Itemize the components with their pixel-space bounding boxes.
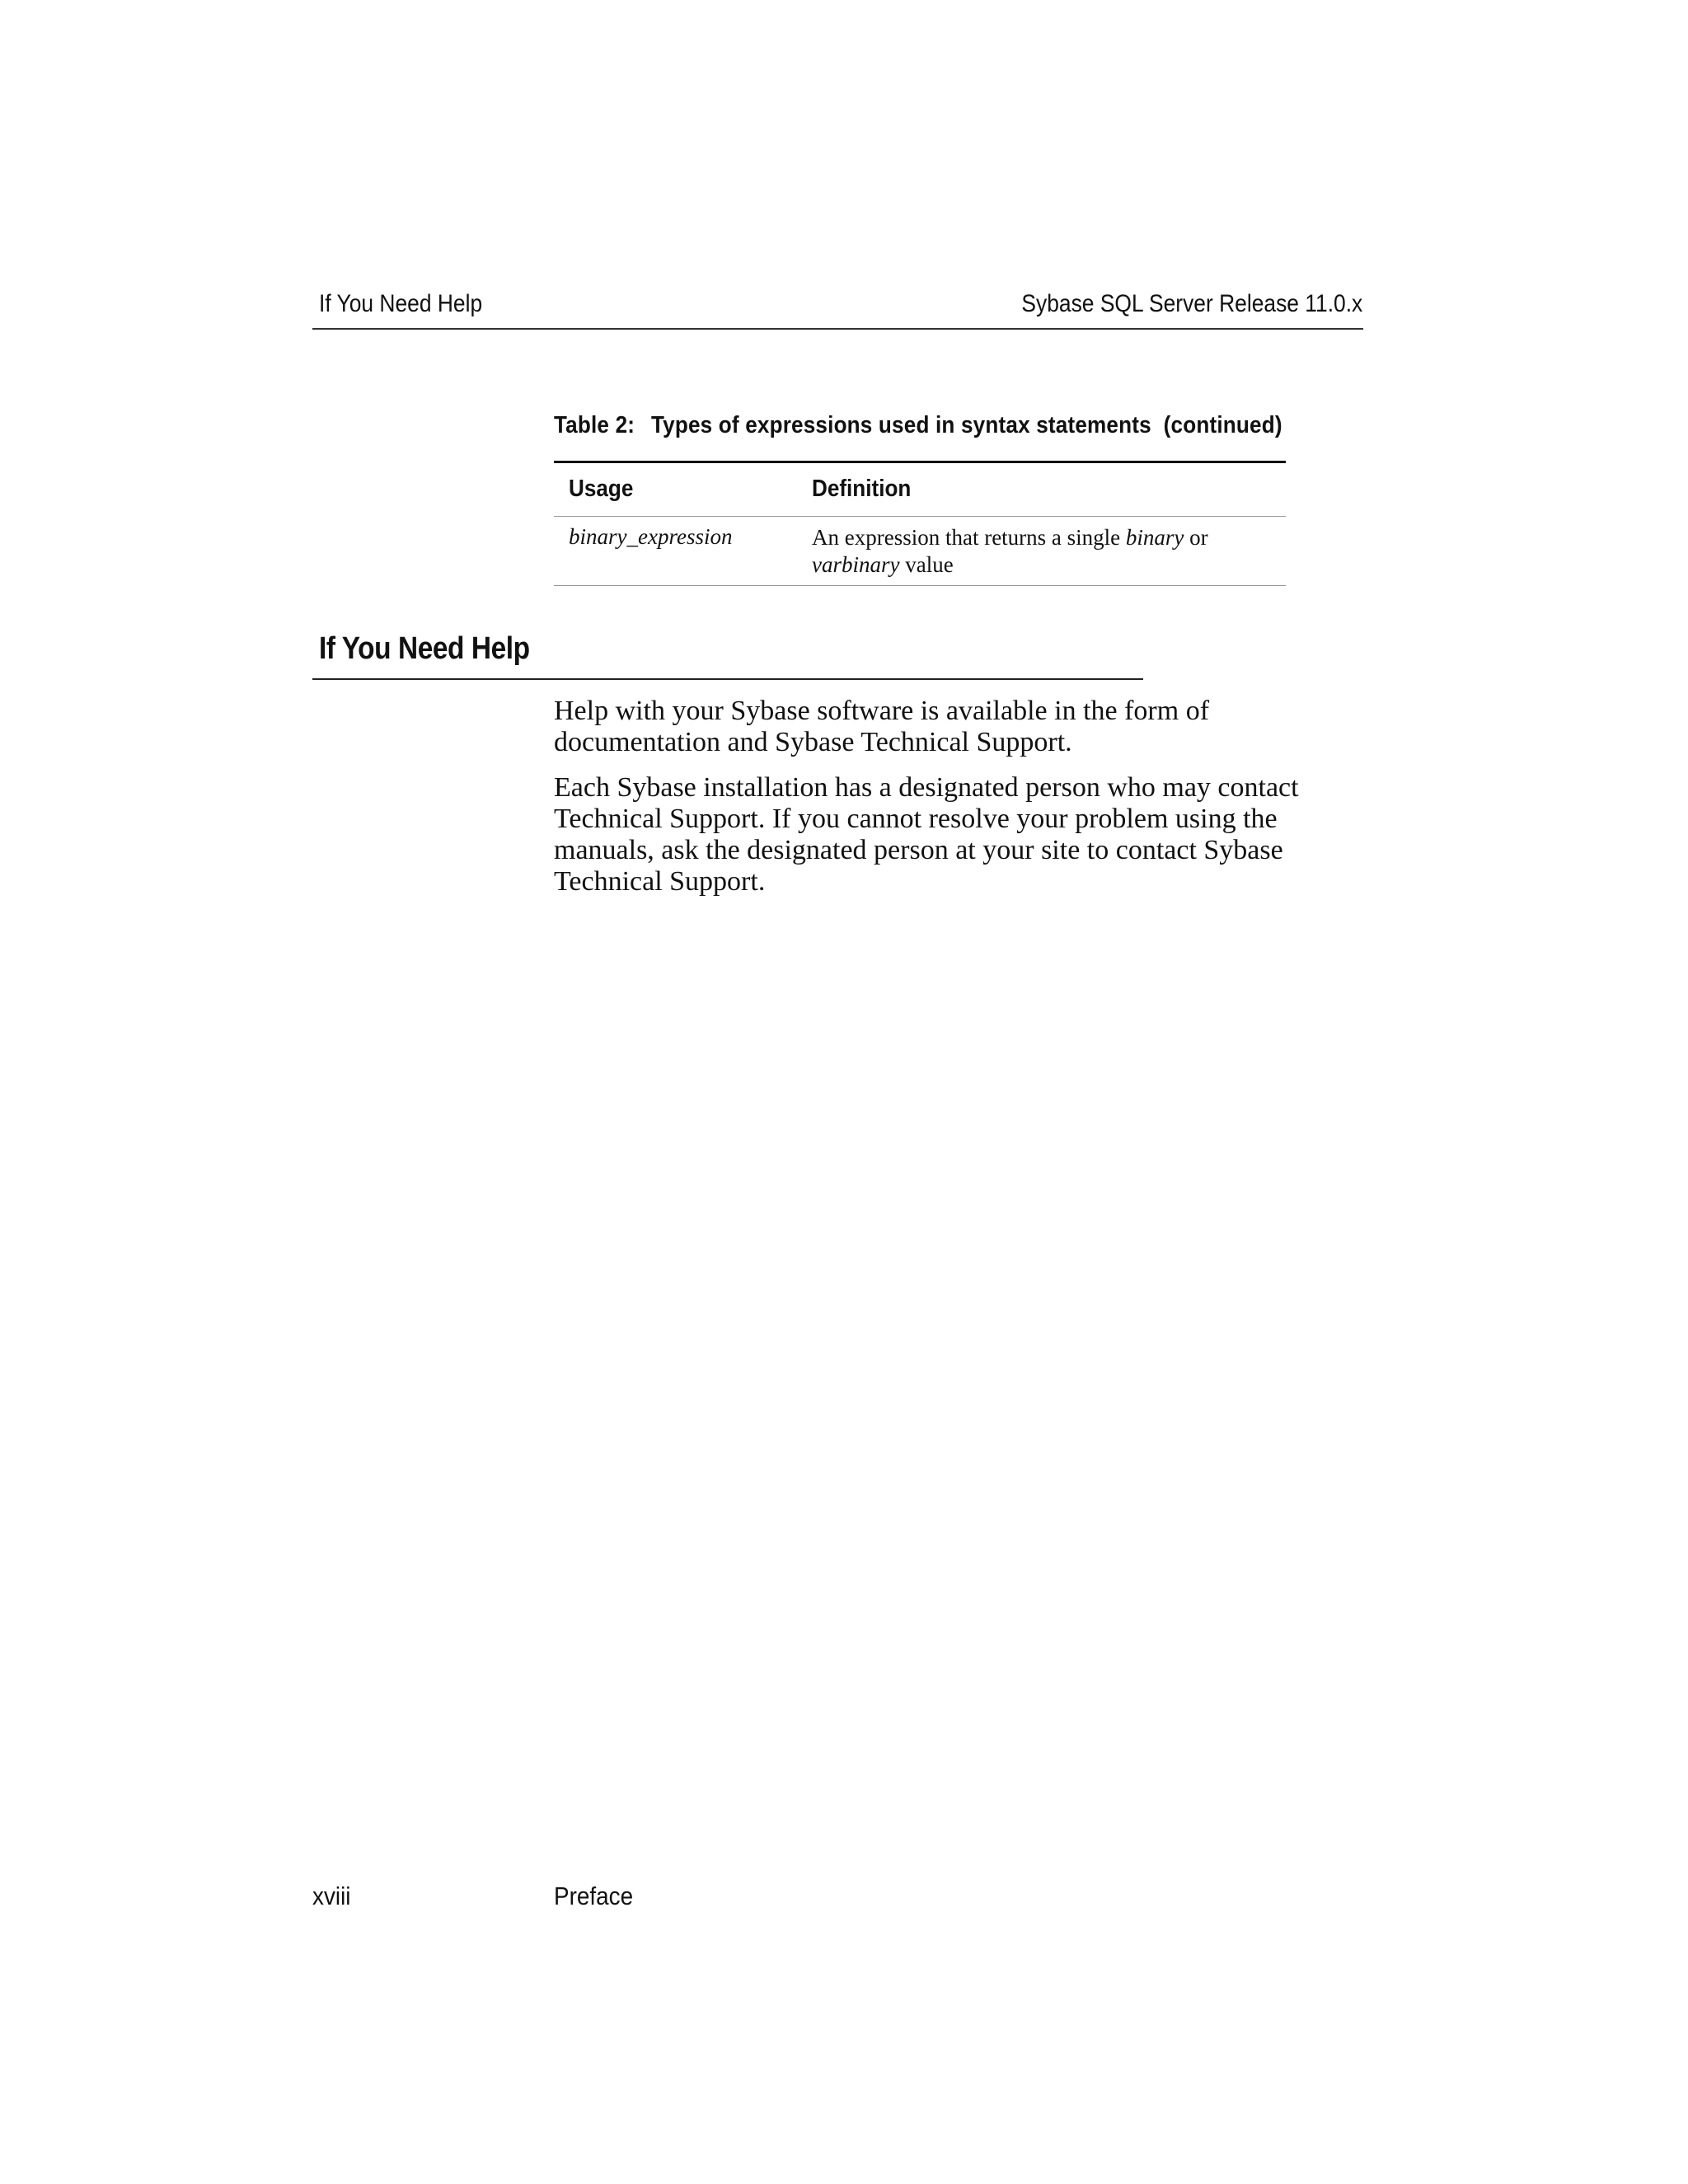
table-header-rule xyxy=(554,516,1286,517)
table-cell-usage: binary_expression xyxy=(569,524,733,549)
table-header-usage: Usage xyxy=(569,476,634,502)
footer-page-number: xviii xyxy=(312,1882,351,1910)
table-caption-label: Table 2: xyxy=(554,412,635,438)
definition-term-binary: binary xyxy=(1125,525,1184,550)
footer-chapter: Preface xyxy=(554,1882,634,1910)
table-caption xyxy=(554,412,1282,439)
table-bottom-rule xyxy=(554,585,1286,586)
definition-term-varbinary: varbinary xyxy=(812,552,900,577)
header-rule xyxy=(312,328,1363,330)
running-header-left: If You Need Help xyxy=(319,290,483,317)
running-header-right: Sybase SQL Server Release 11.0.x xyxy=(1021,290,1362,317)
definition-text: value xyxy=(899,552,954,577)
table-cell-definition xyxy=(812,524,1273,579)
section-rule xyxy=(312,678,1143,680)
definition-text: or xyxy=(1184,525,1214,550)
definition-text: An expression that returns a single xyxy=(812,525,1126,550)
table-header-definition: Definition xyxy=(812,476,912,502)
section-heading: If You Need Help xyxy=(319,631,530,666)
table-top-rule xyxy=(554,461,1286,463)
table-caption-title: Types of expressions used in syntax statements (continued) xyxy=(650,412,1282,438)
body-paragraph: Each Sybase installation has a designated person who may contact Technical Support. If you cannot resolve your problem using the manuals, ask the designated person at your site to contact Sybase Technical Support. xyxy=(554,772,1299,897)
body-paragraph: Help with your Sybase software is available in the form of documentation and Sybase Technical Support. xyxy=(554,696,1210,757)
